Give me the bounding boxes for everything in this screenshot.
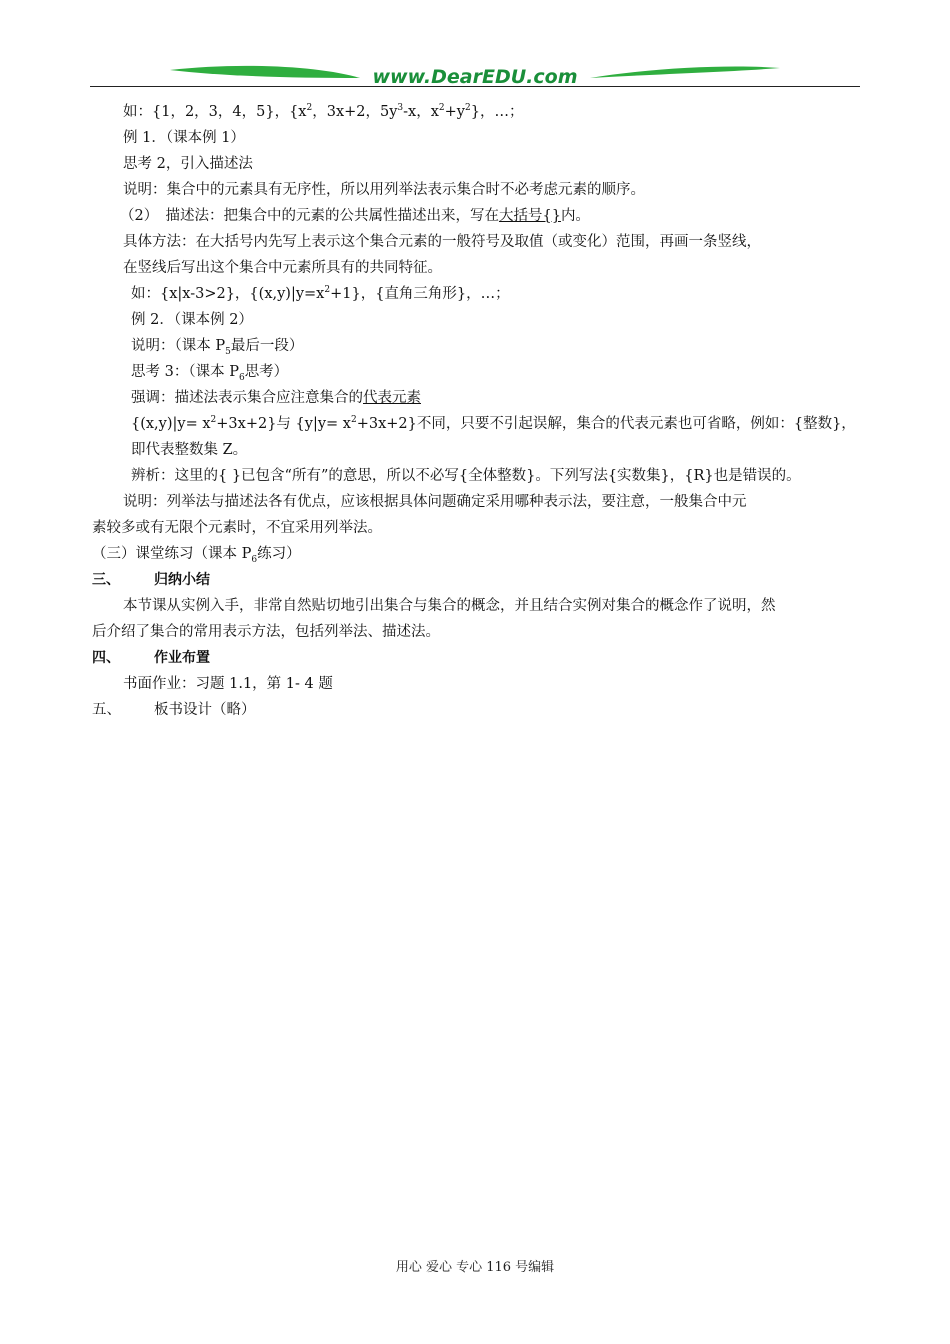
discrimination-line: 辨析：这里的{ }已包含“所有”的意思，所以不必写{全体整数}。下列写法{实数集}，{R}也是错误的。	[131, 468, 801, 484]
emphasis-line: 强调：描述法表示集合应注意集合的代表元素	[131, 390, 421, 406]
homework-line: 书面作业：习题 1.1，第 1- 4 题	[123, 676, 333, 692]
representative-element-line: $\{(x,y)|y= x^2+3x+2\}$与 $\{y|y= x^2+3x+2\}$不同，只要不引起误解，集合的代表元素也可省略，例如：{整数}，	[131, 415, 856, 432]
comparison-note-line-1: 说明：列举法与描述法各有优点，应该根据具体问题确定采用哪种表示法，要注意，一般集合中元	[123, 494, 747, 510]
think-2-line: 思考 2，引入描述法	[123, 156, 253, 172]
section-5-heading: 五、 板书设计（略）	[92, 702, 256, 718]
method-detail-line-2: 在竖线后写出这个集合中元素所具有的共同特征。	[123, 260, 442, 276]
right-swoosh	[590, 66, 780, 78]
description-example-line: 如：{x|x-3>2}，$\{(x,y)|y=x^2+1\}$，{直角三角形}，…；	[131, 285, 510, 302]
method-detail-line-1: 具体方法：在大括号内先写上表示这个集合元素的一般符号及取值（或变化）范围，再画一条竖线，	[123, 234, 761, 250]
example-list-line: 如：{1，2，3，4，5}，{$x^2$，3x+2，$5y^3-x$，$x^2+y^2$}，…；	[123, 103, 524, 120]
note-p5-line: 说明：（课本 $P_5$最后一段）	[131, 338, 304, 357]
section-3-heading: 三、 归纳小结	[92, 572, 210, 588]
header-rule	[90, 86, 860, 87]
think-3-line: 思考 3：（课本 $P_6$思考）	[131, 364, 289, 383]
brand-name: www.DearEDU.com	[372, 66, 578, 88]
section-4-heading: 四、 作业布置	[92, 650, 210, 666]
summary-line-1: 本节课从实例入手，非常自然贴切地引出集合与集合的概念，并且结合实例对集合的概念作了说明，然	[123, 598, 776, 614]
description-method-line: （2） 描述法：把集合中的元素的公共属性描述出来，写在大括号{}内。	[120, 208, 590, 224]
integer-set-line: 即代表整数集 Z。	[131, 442, 248, 458]
example-2-line: 例 2．（课本例 2）	[131, 312, 253, 328]
comparison-note-line-2: 素较多或有无限个元素时，不宜采用列举法。	[92, 520, 382, 536]
note-unordered-line: 说明：集合中的元素具有无序性，所以用列举法表示集合时不必考虑元素的顺序。	[123, 182, 645, 198]
class-practice-line: （三）课堂练习（课本 $P_6$练习）	[92, 546, 301, 565]
page-footer: 用心 爱心 专心 116 号编辑	[395, 1260, 555, 1275]
summary-line-2: 后介绍了集合的常用表示方法，包括列举法、描述法。	[92, 624, 440, 640]
example-1-line: 例 1．（课本例 1）	[123, 130, 245, 146]
